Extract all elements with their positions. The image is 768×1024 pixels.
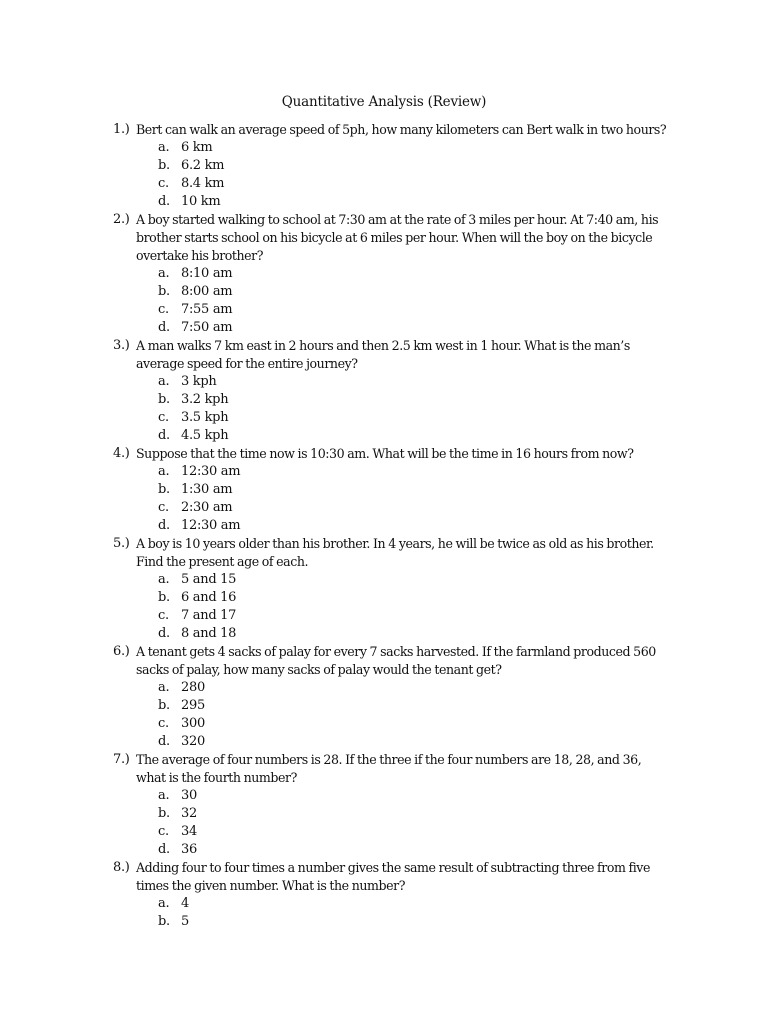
question-text: A tenant gets 4 sacks of palay for every 7 sacks harvested. If the farmland produced 560 sacks of palay, how many sacks of palay would the tenant get? — [136, 644, 656, 677]
option-letter: b. — [158, 482, 170, 497]
option-letter: b. — [158, 392, 170, 407]
question-list — [113, 121, 673, 931]
option-b — [158, 283, 673, 301]
option-text: 30 — [181, 788, 197, 803]
option-letter: c. — [158, 302, 169, 317]
question-number: 1.) — [113, 122, 130, 137]
option-text: 12:30 am — [181, 464, 241, 479]
option-b — [158, 157, 673, 175]
page-title: Quantitative Analysis (Review) — [281, 94, 487, 110]
question-8 — [113, 859, 673, 931]
option-c — [158, 607, 673, 625]
option-b — [158, 805, 673, 823]
option-d — [158, 733, 673, 751]
option-d — [158, 517, 673, 535]
option-letter: c. — [158, 176, 169, 191]
option-c — [158, 409, 673, 427]
option-letter: b. — [158, 914, 170, 929]
option-text: 4.5 kph — [181, 428, 229, 443]
option-list — [113, 895, 673, 931]
option-letter: c. — [158, 716, 169, 731]
question-number: 2.) — [113, 212, 130, 227]
question-row — [113, 535, 673, 571]
question-5 — [113, 535, 673, 643]
question-7 — [113, 751, 673, 859]
option-text: 34 — [181, 824, 197, 839]
option-text: 7:55 am — [181, 302, 233, 317]
option-letter: b. — [158, 158, 170, 173]
option-letter: a. — [158, 788, 170, 803]
option-c — [158, 823, 673, 841]
option-letter: d. — [158, 194, 170, 209]
option-d — [158, 841, 673, 859]
option-list — [113, 787, 673, 859]
option-text: 6.2 km — [181, 158, 225, 173]
question-1 — [113, 121, 673, 211]
option-a — [158, 463, 673, 481]
question-2 — [113, 211, 673, 337]
question-row — [113, 121, 673, 139]
option-letter: c. — [158, 824, 169, 839]
option-letter: a. — [158, 680, 170, 695]
option-c — [158, 301, 673, 319]
question-row — [113, 337, 673, 373]
option-text: 4 — [181, 896, 189, 911]
option-text: 8.4 km — [181, 176, 225, 191]
option-letter: c. — [158, 608, 169, 623]
option-letter: b. — [158, 590, 170, 605]
option-a — [158, 787, 673, 805]
option-text: 280 — [181, 680, 205, 695]
option-text: 8:00 am — [181, 284, 233, 299]
option-c — [158, 715, 673, 733]
option-letter: c. — [158, 500, 169, 515]
question-number: 7.) — [113, 752, 130, 767]
option-text: 1:30 am — [181, 482, 233, 497]
option-text: 3 kph — [181, 374, 217, 389]
question-text: Adding four to four times a number gives the same result of subtracting three from five times the given number. What is the number? — [136, 860, 650, 893]
option-text: 8:10 am — [181, 266, 233, 281]
option-letter: b. — [158, 806, 170, 821]
question-text: A man walks 7 km east in 2 hours and then 2.5 km west in 1 hour. What is the man’s average speed for the entire journey? — [136, 338, 630, 371]
option-letter: b. — [158, 284, 170, 299]
option-text: 320 — [181, 734, 205, 749]
option-list — [113, 571, 673, 643]
option-letter: a. — [158, 140, 170, 155]
option-letter: d. — [158, 320, 170, 335]
option-text: 5 — [181, 914, 189, 929]
option-text: 7:50 am — [181, 320, 233, 335]
option-text: 36 — [181, 842, 197, 857]
option-letter: d. — [158, 626, 170, 641]
option-letter: d. — [158, 428, 170, 443]
option-text: 5 and 15 — [181, 572, 237, 587]
option-list — [113, 139, 673, 211]
option-b — [158, 589, 673, 607]
question-number: 5.) — [113, 536, 130, 551]
question-number: 6.) — [113, 644, 130, 659]
question-row — [113, 859, 673, 895]
option-b — [158, 697, 673, 715]
option-list — [113, 373, 673, 445]
option-letter: c. — [158, 410, 169, 425]
option-text: 295 — [181, 698, 205, 713]
option-text: 32 — [181, 806, 197, 821]
question-text: Suppose that the time now is 10:30 am. What will be the time in 16 hours from now? — [136, 446, 634, 461]
option-letter: a. — [158, 896, 170, 911]
option-b — [158, 913, 673, 931]
option-list — [113, 463, 673, 535]
option-d — [158, 427, 673, 445]
question-number: 8.) — [113, 860, 130, 875]
question-4 — [113, 445, 673, 535]
option-letter: a. — [158, 572, 170, 587]
option-text: 3.2 kph — [181, 392, 229, 407]
option-a — [158, 265, 673, 283]
option-c — [158, 499, 673, 517]
option-b — [158, 391, 673, 409]
option-letter: d. — [158, 842, 170, 857]
question-row — [113, 211, 673, 265]
option-d — [158, 625, 673, 643]
option-b — [158, 481, 673, 499]
option-letter: b. — [158, 698, 170, 713]
question-text: Bert can walk an average speed of 5ph, how many kilometers can Bert walk in two hours? — [136, 122, 667, 137]
option-a — [158, 571, 673, 589]
option-list — [113, 679, 673, 751]
option-text: 3.5 kph — [181, 410, 229, 425]
option-letter: a. — [158, 266, 170, 281]
question-text: A boy started walking to school at 7:30 am at the rate of 3 miles per hour. At 7:40 am, his brother starts school on his bicycle at 6 miles per hour. When will the boy on the bicycle overtake his brother? — [136, 212, 659, 263]
question-row — [113, 751, 673, 787]
question-text: A boy is 10 years older than his brother. In 4 years, he will be twice as old as his brother. Find the present age of each. — [136, 536, 654, 569]
option-text: 8 and 18 — [181, 626, 237, 641]
option-a — [158, 679, 673, 697]
option-list — [113, 265, 673, 337]
option-text: 10 km — [181, 194, 221, 209]
option-d — [158, 319, 673, 337]
question-number: 4.) — [113, 446, 130, 461]
question-text: The average of four numbers is 28. If the three if the four numbers are 18, 28, and 36, what is the fourth number? — [136, 752, 642, 785]
option-d — [158, 193, 673, 211]
question-number: 3.) — [113, 338, 130, 353]
option-letter: d. — [158, 518, 170, 533]
question-row — [113, 445, 673, 463]
option-letter: d. — [158, 734, 170, 749]
question-3 — [113, 337, 673, 445]
option-text: 6 and 16 — [181, 590, 237, 605]
question-6 — [113, 643, 673, 751]
option-text: 6 km — [181, 140, 213, 155]
option-text: 300 — [181, 716, 205, 731]
option-a — [158, 373, 673, 391]
option-text: 12:30 am — [181, 518, 241, 533]
option-text: 2:30 am — [181, 500, 233, 515]
option-letter: a. — [158, 374, 170, 389]
option-a — [158, 139, 673, 157]
option-a — [158, 895, 673, 913]
question-row — [113, 643, 673, 679]
option-c — [158, 175, 673, 193]
option-text: 7 and 17 — [181, 608, 237, 623]
option-letter: a. — [158, 464, 170, 479]
